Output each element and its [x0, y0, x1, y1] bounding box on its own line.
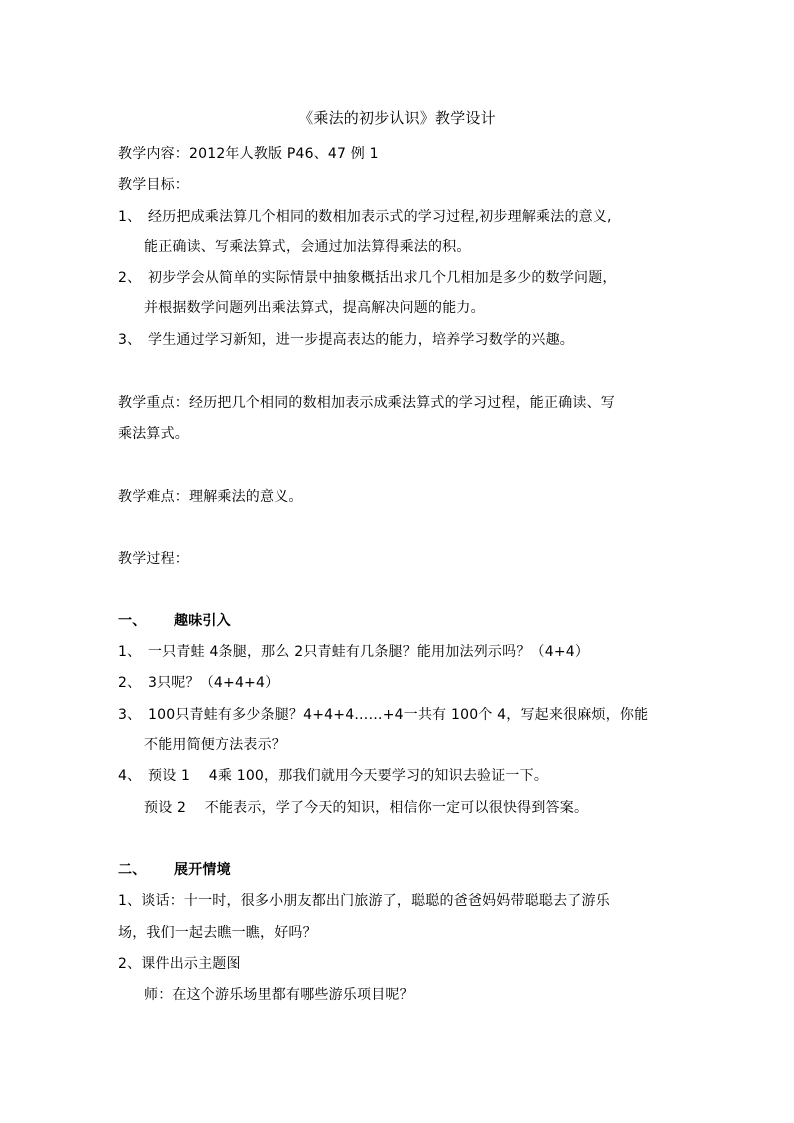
section-1-item-3-text: 100只青蛙有多少条腿？4+4+4……+4一共有 100个 4，写起来很麻烦，你能	[148, 707, 649, 723]
goal-3-text: 学生通过学习新知，进一步提高表达的能力，培养学习数学的兴趣。	[148, 332, 574, 348]
section-1-item-4-number: 4、	[118, 768, 142, 784]
section-1-item-4-line-1	[118, 767, 548, 785]
section-1-heading	[118, 612, 231, 630]
goal-1-number: 1、	[118, 209, 142, 225]
section-2-number: 二、	[118, 862, 147, 878]
section-1-item-1	[118, 643, 589, 661]
goal-2-line-1	[118, 269, 617, 287]
section-2-heading	[118, 861, 231, 879]
goal-2-line-2: 并根据数学问题列出乘法算式，提高解决问题的能力。	[144, 300, 485, 316]
goal-1-text: 经历把成乘法算几个相同的数相加表示式的学习过程,初步理解乘法的意义,	[148, 209, 612, 225]
section-2-item-1-line-2: 场，我们一起去瞧一瞧，好吗？	[118, 925, 317, 941]
section-1-item-1-number: 1、	[118, 644, 142, 660]
goal-3-number: 3、	[118, 332, 142, 348]
goal-3-line-1	[118, 331, 574, 349]
section-1-item-2-text: 3只呢？（4+4+4）	[148, 675, 280, 691]
section-2-item-1-line-1: 1、谈话：十一时，很多小朋友都出门旅游了，聪聪的爸爸妈妈带聪聪去了游乐	[118, 893, 610, 909]
process-heading: 教学过程：	[118, 551, 189, 567]
section-1-number: 一、	[118, 613, 147, 629]
goals-heading: 教学目标：	[118, 177, 189, 193]
goal-2-number: 2、	[118, 270, 142, 286]
goal-1-line-1	[118, 208, 612, 226]
section-1-item-3-line-2: 不能用简便方法表示？	[144, 737, 286, 753]
section-1-item-2	[118, 674, 279, 692]
goal-1-line-2: 能正确读、写乘法算式，会通过加法算得乘法的积。	[144, 239, 471, 255]
content-line: 教学内容：2012年人教版 P46、47 例 1	[118, 146, 379, 162]
section-2-title: 展开情境	[174, 862, 231, 878]
difficulty-line: 教学难点：理解乘法的意义。	[118, 489, 303, 505]
section-1-item-1-text: 一只青蛙 4条腿，那么 2只青蛙有几条腿？能用加法列示吗？（4+4）	[148, 644, 590, 660]
section-1-item-4-text: 预设 1 4乘 100，那我们就用今天要学习的知识去验证一下。	[148, 768, 549, 784]
section-1-item-3-number: 3、	[118, 707, 142, 723]
section-2-teacher-line: 师：在这个游乐场里都有哪些游乐项目呢？	[144, 987, 414, 1003]
section-1-item-2-number: 2、	[118, 675, 142, 691]
section-1-item-3-line-1	[118, 706, 648, 724]
key-point-line-2: 乘法算式。	[118, 426, 189, 442]
goal-2-text: 初步学会从简单的实际情景中抽象概括出求几个几相加是多少的数学问题，	[148, 270, 617, 286]
section-1-title: 趣味引入	[174, 613, 231, 629]
document-title: 《乘法的初步认识》教学设计	[298, 109, 496, 127]
section-2-item-2: 2、课件出示主题图	[118, 956, 241, 972]
section-1-item-4-line-2: 预设 2 不能表示，学了今天的知识，相信你一定可以很快得到答案。	[144, 800, 589, 816]
key-point-line-1: 教学重点：经历把几个相同的数相加表示成乘法算式的学习过程，能正确读、写	[118, 395, 615, 411]
